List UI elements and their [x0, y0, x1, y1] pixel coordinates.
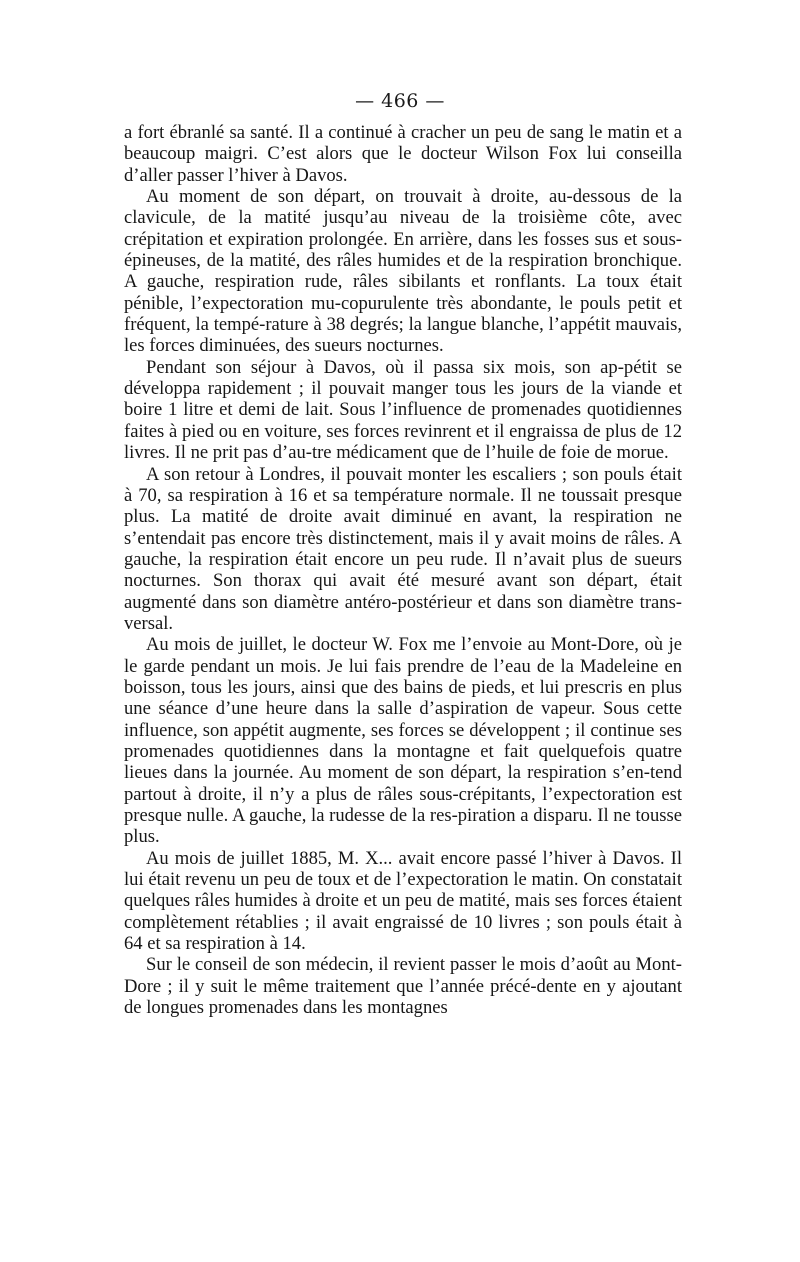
paragraph-davos-stay: Pendant son séjour à Davos, où il passa six mois, son ap-pétit se développa rapidement ; il pouvait manger tous les jours de la viande et boire 1 litre et demi de lait. Sous l’influence de promenades quotidiennes faites à pied ou en voiture, ses forces revinrent et il engraissa de plus de 12 livres. Il ne prit pas d’au-tre médicament que de l’huile de foie de morue.: [124, 356, 682, 464]
page-number: — 466 —: [355, 90, 445, 112]
paragraph-august-return: Sur le conseil de son médecin, il revient passer le mois d’août au Mont-Dore ; il y suit le même traitement que l’année précé-dente en y ajoutant de longues promenades dans les montagnes: [124, 954, 682, 1019]
paragraph-london-return: A son retour à Londres, il pouvait monter les escaliers ; son pouls était à 70, sa respiration à 16 et sa température normale. Il ne toussait presque plus. La matité de droite avait diminué en avant, la respiration ne s’entendait pas encore très distinctement, mais il y avait moins de râles. A gauche, la respiration était encore un peu rude. Il n’avait plus de sueurs nocturnes. Son thorax qui avait été mesuré avant son départ, était augmenté dans son diamètre antéro-postérieur et dans son diamètre trans-versal.: [124, 463, 682, 634]
paragraph-july-1885: Au mois de juillet 1885, M. X... avait encore passé l’hiver à Davos. Il lui était revenu un peu de toux et de l’expectoration le matin. On constatait quelques râles humides à droite et un peu de matité, mais ses forces étaient complètement rétablies ; il avait engraissé de 10 livres ; son pouls était à 64 et sa respiration à 14.: [124, 847, 682, 955]
paragraph-departure-findings: Au moment de son départ, on trouvait à droite, au-dessous de la clavicule, de la matité jusqu’au niveau de la troisième côte, avec crépitation et expiration prolongée. En arrière, dans les fosses sus et sous-épineuses, de la matité, des râles humides et de la respiration bronchique. A gauche, respiration rude, râles sibilants et ronflants. La toux était pénible, l’expectoration mu-copurulente très abondante, le pouls petit et fréquent, la tempé-rature à 38 degrés; la langue blanche, l’appétit mauvais, les forces diminuées, des sueurs nocturnes.: [124, 186, 682, 357]
paragraph-continuation: a fort ébranlé sa santé. Il a continué à cracher un peu de sang le matin et a beaucoup maigri. C’est alors que le docteur Wilson Fox lui conseilla d’aller passer l’hiver à Davos.: [124, 122, 682, 186]
body-text: [124, 122, 682, 1018]
paragraph-mont-dore-july: Au mois de juillet, le docteur W. Fox me l’envoie au Mont-Dore, où je le garde pendant un mois. Je lui fais prendre de l’eau de la Madeleine en boisson, tous les jours, ainsi que des bains de pieds, et lui prescris en plus une séance d’une heure dans la salle d’aspiration de vapeur. Sous cette influence, son appétit augmente, ses forces se développent ; il continue ses promenades quotidiennes dans la montagne et fait quelquefois quatre lieues dans la journée. Au moment de son départ, la respiration s’en-tend partout à droite, il n’y a plus de râles sous-crépitants, l’expectoration est presque nulle. A gauche, la rudesse de la res-piration a disparu. Il ne tousse plus.: [124, 634, 682, 848]
